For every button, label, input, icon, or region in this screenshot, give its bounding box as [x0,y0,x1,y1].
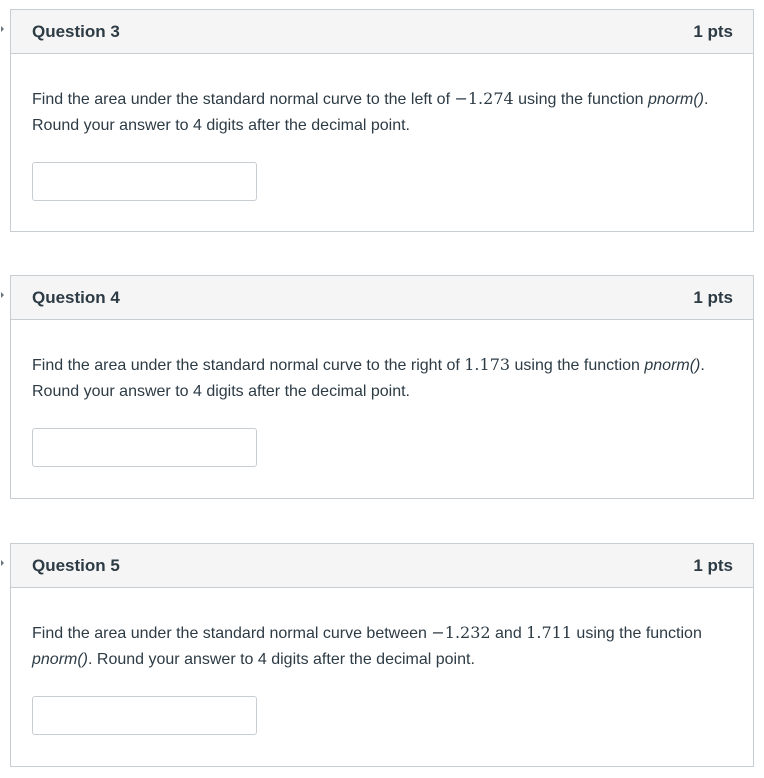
question-math-value: −1.274 [454,89,514,108]
question-text [32,86,712,139]
question-card-5 [10,543,754,767]
question-text-fn-prefix: using the function [571,625,702,642]
question-text-before: Find the area under the standard normal curve between [32,625,432,642]
question-title: Question 5 [32,555,120,575]
question-math-value-lower: −1.232 [431,623,491,642]
question-math-value: 1.173 [464,355,511,374]
question-marker-icon [1,26,4,32]
question-function-name: pnorm() [32,651,89,668]
question-header [11,544,753,588]
question-body [11,54,753,201]
question-marker-icon [1,560,4,566]
question-math-value-upper: 1.711 [526,623,572,642]
answer-input[interactable] [32,696,257,735]
question-body [11,588,753,735]
question-text-middle: using the function [513,91,648,108]
question-card-4 [10,275,754,499]
question-header [11,10,753,54]
question-points: 1 pts [693,21,733,41]
question-function-name: pnorm() [648,91,705,108]
question-points: 1 pts [693,555,733,575]
question-text-after: . Round your answer to 4 digits after the decimal point. [32,91,709,134]
question-text-after: . Round your answer to 4 digits after the decimal point. [88,651,475,668]
question-text-middle: and [490,625,527,642]
answer-input[interactable] [32,162,257,201]
answer-input[interactable] [32,428,257,467]
question-function-name: pnorm() [644,357,701,374]
question-text-before: Find the area under the standard normal curve to the right of [32,357,465,374]
question-text [32,620,712,673]
question-card-3 [10,9,754,232]
question-body [11,320,753,467]
question-title: Question 3 [32,21,120,41]
question-text [32,352,712,405]
question-marker-icon [1,292,4,298]
question-text-after: . Round your answer to 4 digits after the decimal point. [32,357,705,400]
question-header [11,276,753,320]
question-title: Question 4 [32,287,120,307]
question-text-middle: using the function [510,357,645,374]
question-points: 1 pts [693,287,733,307]
question-text-before: Find the area under the standard normal curve to the left of [32,91,455,108]
